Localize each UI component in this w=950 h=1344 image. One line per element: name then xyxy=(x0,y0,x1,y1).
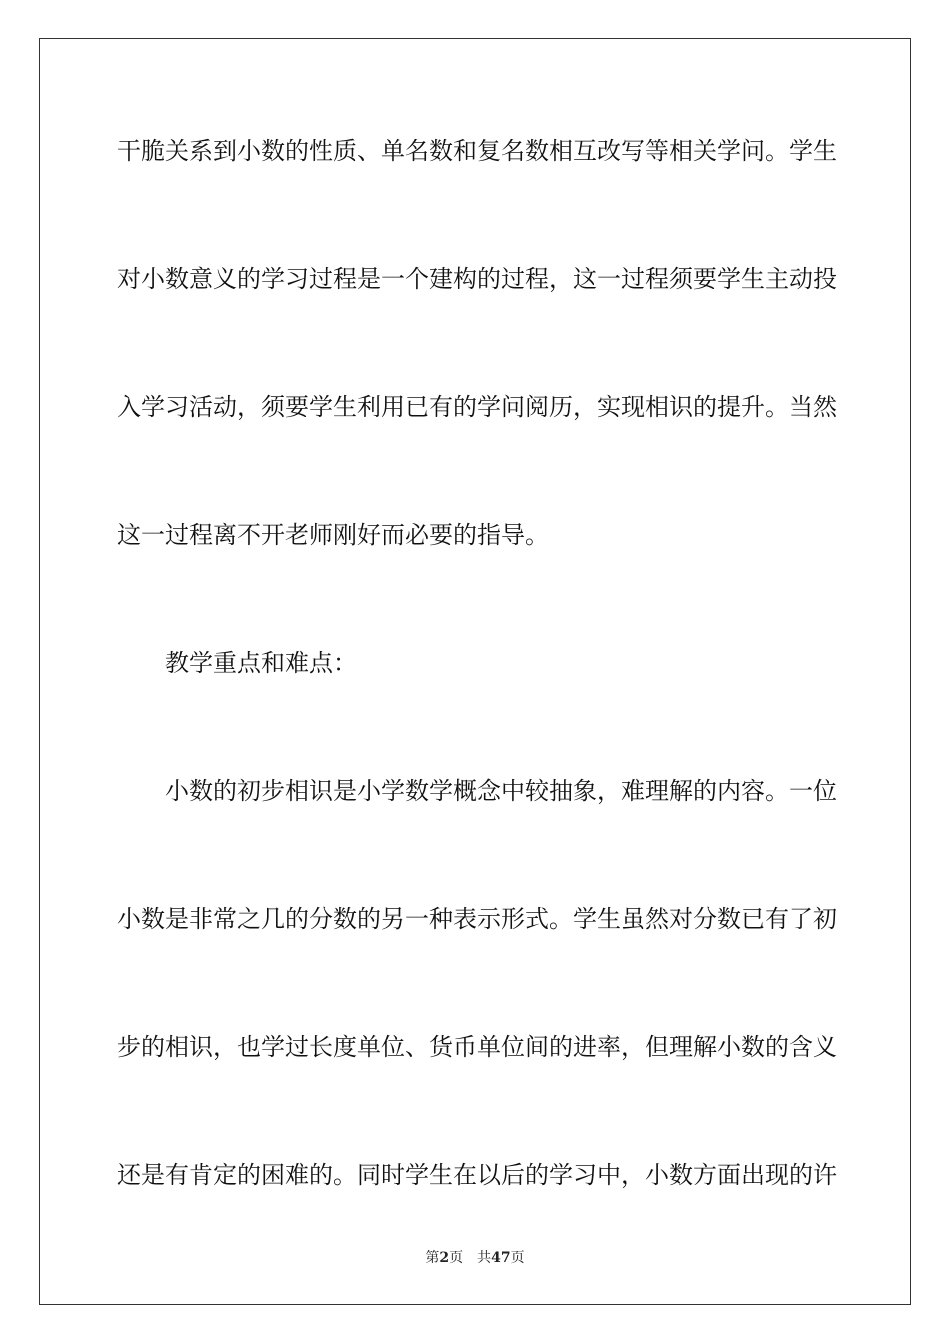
total-suffix: 页 xyxy=(510,1250,525,1266)
text-line: 步的相识，也学过长度单位、货币单位间的进率，但理解小数的含义 xyxy=(117,1033,837,1061)
text-line: 干脆关系到小数的性质、单名数和复名数相互改写等相关学问。学生 xyxy=(117,137,837,165)
page-footer xyxy=(0,1248,950,1268)
page-suffix: 页 xyxy=(449,1250,464,1266)
text-line: 对小数意义的学习过程是一个建构的过程，这一过程须要学生主动投 xyxy=(117,265,837,293)
text-line: 这一过程离不开老师刚好而必要的指导。 xyxy=(117,521,549,549)
page-number: 2 xyxy=(439,1250,450,1266)
text-line: 小数是非常之几的分数的另一种表示形式。学生虽然对分数已有了初 xyxy=(117,905,837,933)
page-prefix: 第 xyxy=(425,1250,440,1266)
text-line: 小数的初步相识是小学数学概念中较抽象，难理解的内容。一位 xyxy=(165,777,837,805)
total-prefix: 共 xyxy=(477,1250,492,1266)
total-pages: 47 xyxy=(491,1250,511,1266)
text-line: 还是有肯定的困难的。同时学生在以后的学习中，小数方面出现的许 xyxy=(117,1161,837,1189)
text-line: 入学习活动，须要学生利用已有的学问阅历，实现相识的提升。当然 xyxy=(117,393,837,421)
document-body xyxy=(117,131,837,1283)
section-heading: 教学重点和难点： xyxy=(165,649,357,677)
